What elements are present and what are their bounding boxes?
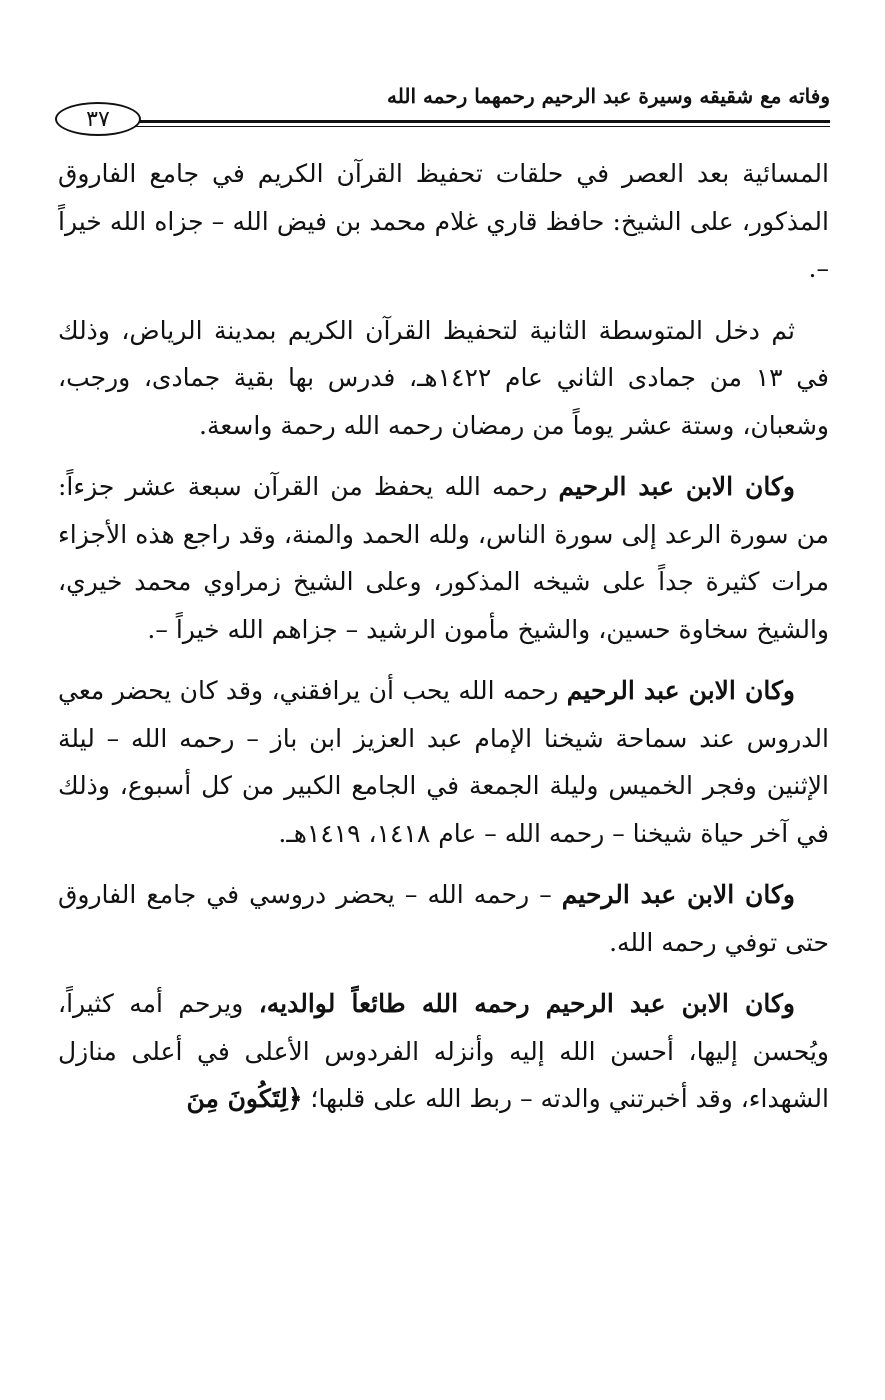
paragraph-3-text: رحمه الله يحفظ من القرآن سبعة عشر جزءاً: من سورة الرعد إلى سورة الناس، ولله الحمد والمنة، وقد راجع هذه الأجزاء مرات كثيرة جداً على شيخه المذكور، وعلى الشيخ زمراوي محمد خيري، والشيخ سخاوة حسين، والشيخ مأمون الرشيد – جزاهم الله خيراً –. (58, 472, 829, 644)
paragraph-2 (58, 307, 829, 450)
header-rule-thin (135, 126, 830, 127)
page-number: ٣٧ (55, 102, 141, 136)
paragraph-5-lead: وكان الابن عبد الرحيم (561, 880, 795, 909)
paragraph-6 (58, 980, 829, 1123)
paragraph-1-text: المسائية بعد العصر في حلقات تحفيظ القرآن الكريم في جامع الفاروق المذكور، على الشيخ: حافظ قاري غلام محمد بن فيض الله – جزاه الله خيراً –. (58, 159, 829, 283)
paragraph-6-text: ويرحم أمه كثيراً، ويُحسن إليها، أحسن الله إليه وأنزله الفردوس الأعلى في أعلى منازل الشهداء، وقد أخبرتني والدته – ربط الله على قلبها؛ (58, 989, 829, 1113)
paragraph-5 (58, 871, 829, 966)
running-header (55, 84, 830, 136)
paragraph-2-text: ثم دخل المتوسطة الثانية لتحفيظ القرآن الكريم بمدينة الرياض، وذلك في ١٣ من جمادى الثاني عام ١٤٢٢هـ، فدرس بها بقية جمادى، ورجب، وشعبان، وستة عشر يوماً من رمضان رحمه الله رحمة واسعة. (58, 315, 829, 440)
paragraph-3 (58, 463, 829, 653)
paragraph-3-lead: وكان الابن عبد الرحيم (558, 472, 795, 501)
quran-quote-start: ﴿لِتَكُونَ مِنَ (186, 1084, 303, 1113)
paragraph-4 (58, 667, 829, 857)
paragraph-5-text: – رحمه الله – يحضر دروسي في جامع الفاروق حتى توفي رحمه الله. (58, 880, 829, 957)
paragraph-4-lead: وكان الابن عبد الرحيم (566, 676, 795, 705)
header-rule (135, 120, 830, 123)
header-title: وفاته مع شقيقه وسيرة عبد الرحيم رحمهما رحمه الله (387, 84, 830, 108)
paragraph-6-lead: وكان الابن عبد الرحيم رحمه الله طائعاً لوالديه، (258, 989, 795, 1018)
page-body (58, 150, 829, 1137)
paragraph-4-text: رحمه الله يحب أن يرافقني، وقد كان يحضر معي الدروس عند سماحة شيخنا الإمام عبد العزيز ابن باز – رحمه الله – ليلة الإثنين وفجر الخميس وليلة الجمعة في الجامع الكبير من كل أسبوع، وذلك في آخر حياة شيخنا – رحمه الله – عام ١٤١٨، ١٤١٩هـ. (58, 676, 829, 848)
paragraph-1 (58, 150, 829, 293)
